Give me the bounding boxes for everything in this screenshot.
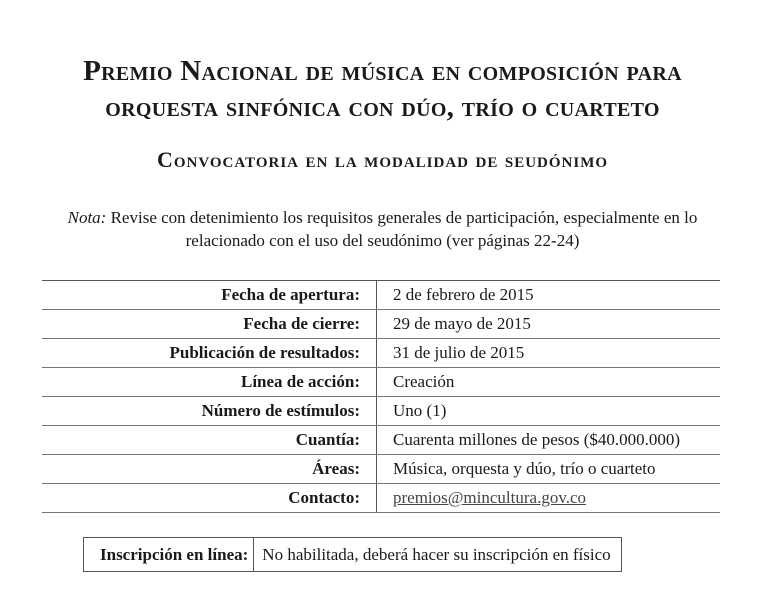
page-subtitle: Convocatoria en la modalidad de seudónimo <box>156 147 609 172</box>
info-table <box>42 280 720 513</box>
page-title-line-1: Premio Nacional de música en composición para <box>83 55 682 87</box>
info-value: Cuarenta millones de pesos ($40.000.000) <box>377 426 721 455</box>
info-label: Fecha de apertura: <box>42 281 377 310</box>
contact-email-link[interactable]: premios@mincultura.gov.co <box>393 488 587 507</box>
info-label: Línea de acción: <box>42 368 377 397</box>
page-title-line-2: orquesta sinfónica con dúo, trío o cuarteto <box>105 91 660 123</box>
info-value: 31 de julio de 2015 <box>377 339 721 368</box>
registration-label: Inscripción en línea: <box>84 538 254 572</box>
info-label: Contacto: <box>42 484 377 513</box>
info-row-estimulos <box>42 397 720 426</box>
info-label: Publicación de resultados: <box>42 339 377 368</box>
info-value-cell <box>377 484 721 513</box>
info-value: 29 de mayo de 2015 <box>377 310 721 339</box>
info-row-apertura <box>42 281 720 310</box>
info-value: Música, orquesta y dúo, trío o cuarteto <box>377 455 721 484</box>
note-text: Revise con detenimiento los requisitos generales de participación, especialmente en lo relacionado con el uso del seudónimo (ver páginas 22-24) <box>106 208 698 250</box>
info-row-cierre <box>42 310 720 339</box>
registration-row <box>84 538 622 572</box>
registration-box <box>83 537 622 572</box>
info-value: 2 de febrero de 2015 <box>377 281 721 310</box>
info-label: Número de estímulos: <box>42 397 377 426</box>
info-row-contacto <box>42 484 720 513</box>
info-row-linea <box>42 368 720 397</box>
info-label: Cuantía: <box>42 426 377 455</box>
info-label: Fecha de cierre: <box>42 310 377 339</box>
info-row-cuantia <box>42 426 720 455</box>
info-value: Creación <box>377 368 721 397</box>
info-value: Uno (1) <box>377 397 721 426</box>
registration-value: No habilitada, deberá hacer su inscripción en físico <box>262 544 611 564</box>
info-row-areas <box>42 455 720 484</box>
info-label: Áreas: <box>42 455 377 484</box>
note-paragraph <box>40 206 725 252</box>
info-row-resultados <box>42 339 720 368</box>
note-label: Nota: <box>67 208 107 227</box>
